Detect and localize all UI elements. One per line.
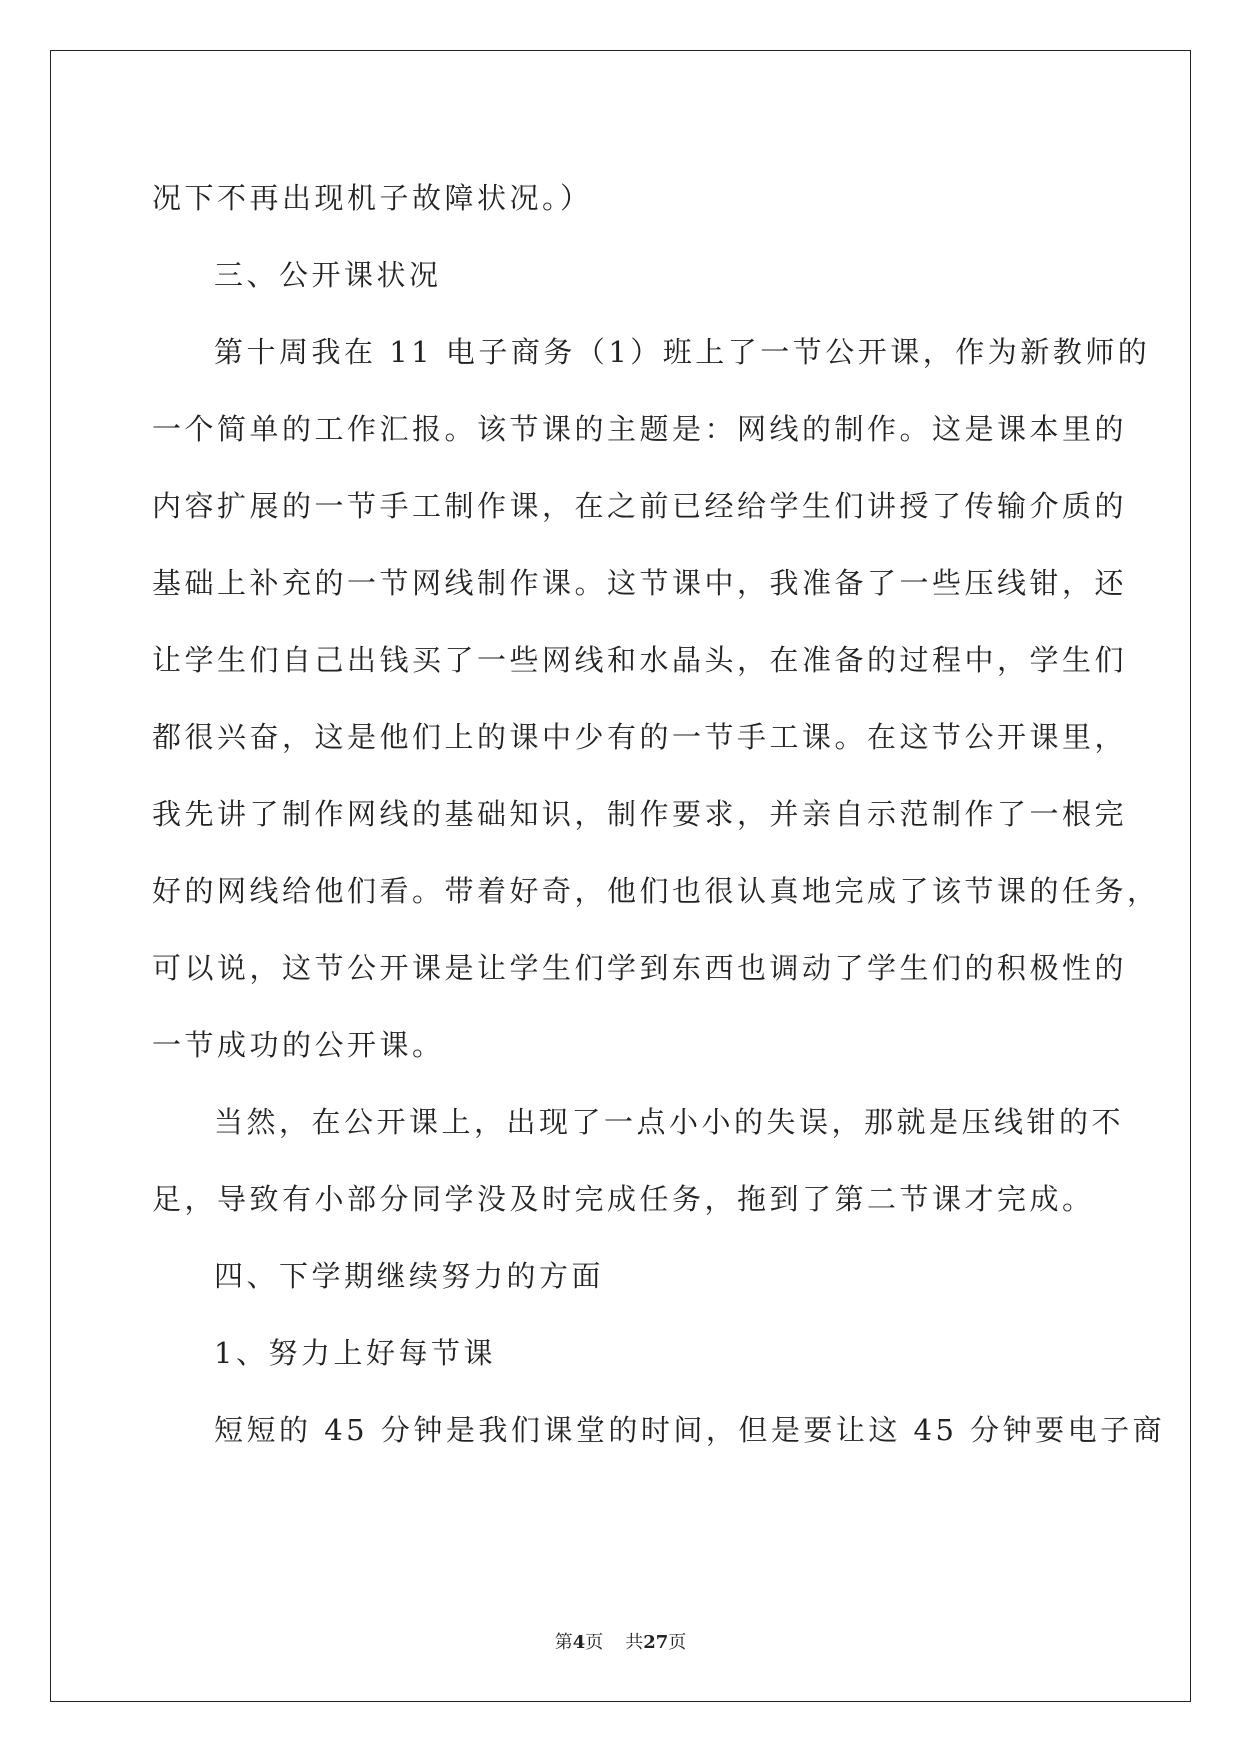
- footer-prefix: 第: [554, 1632, 573, 1653]
- footer-total-suffix: 页: [668, 1632, 687, 1653]
- text-line: 我先讲了制作网线的基础知识，制作要求，并亲自示范制作了一根完: [152, 797, 1128, 831]
- text-line: 一节成功的公开课。: [152, 1028, 445, 1062]
- text-line: 短短的 45 分钟是我们课堂的时间，但是要让这 45 分钟要电子商: [214, 1413, 1166, 1447]
- section-heading: 四、下学期继续努力的方面: [214, 1259, 605, 1293]
- subsection-heading: 1、努力上好每节课: [214, 1336, 496, 1370]
- document-body: [152, 160, 1166, 1469]
- text-line: 第十周我在 11 电子商务（1）班上了一节公开课，作为新教师的: [214, 335, 1151, 369]
- page-number: 4: [572, 1632, 586, 1653]
- text-line: 一个简单的工作汇报。该节课的主题是：网线的制作。这是课本里的: [152, 412, 1128, 446]
- page-footer: [0, 1628, 1241, 1654]
- total-pages: 27: [643, 1632, 669, 1653]
- text-line: 都很兴奋，这是他们上的课中少有的一节手工课。在这节公开课里，: [152, 720, 1128, 754]
- footer-total-prefix: 共: [625, 1632, 644, 1653]
- section-heading: 三、公开课状况: [214, 258, 442, 292]
- text-line: 况下不再出现机子故障状况。）: [152, 181, 593, 215]
- text-line: 让学生们自己出钱买了一些网线和水晶头，在准备的过程中，学生们: [152, 643, 1128, 677]
- footer-page-suffix: 页: [585, 1632, 604, 1653]
- text-line: 内容扩展的一节手工制作课，在之前已经给学生们讲授了传输介质的: [152, 489, 1128, 523]
- text-line: 可以说，这节公开课是让学生们学到东西也调动了学生们的积极性的: [152, 951, 1128, 985]
- text-line: 当然，在公开课上，出现了一点小小的失误，那就是压线钳的不: [214, 1105, 1125, 1139]
- text-line: 基础上补充的一节网线制作课。这节课中，我准备了一些压线钳，还: [152, 566, 1128, 600]
- text-line: 好的网线给他们看。带着好奇，他们也很认真地完成了该节课的任务，: [152, 874, 1160, 908]
- text-line: 足，导致有小部分同学没及时完成任务，拖到了第二节课才完成。: [152, 1182, 1095, 1216]
